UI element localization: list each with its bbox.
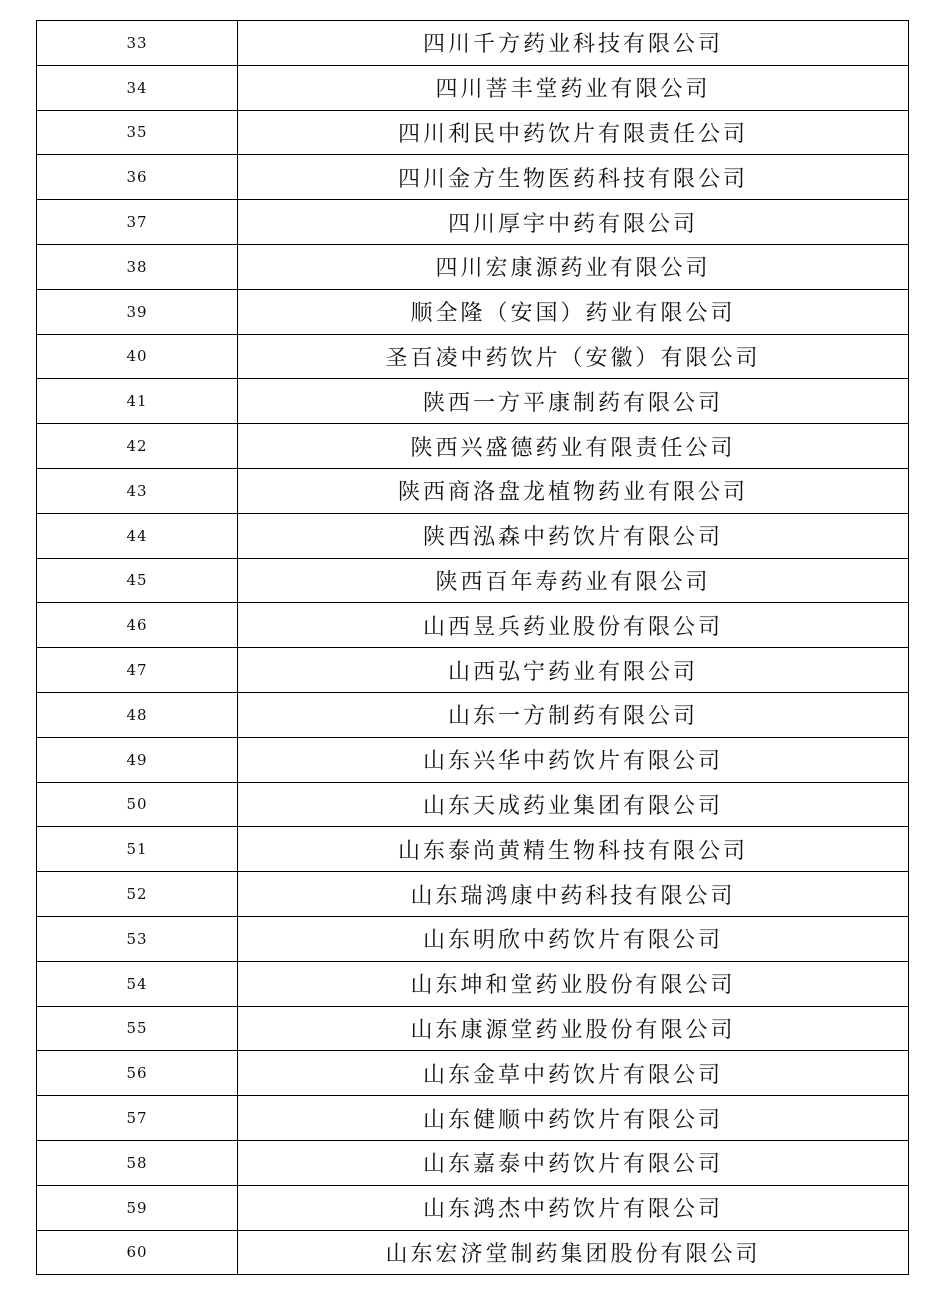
- row-number: 49: [37, 737, 238, 782]
- table-row: [37, 692, 909, 737]
- table-row: [37, 468, 909, 513]
- row-number: 36: [37, 155, 238, 200]
- row-number: 39: [37, 289, 238, 334]
- row-number: 33: [37, 21, 238, 66]
- table-row: [37, 1185, 909, 1230]
- table-row: [37, 65, 909, 110]
- row-number: 52: [37, 872, 238, 917]
- table-row: [37, 1006, 909, 1051]
- company-name: 山东一方制药有限公司: [238, 692, 909, 737]
- row-number: 42: [37, 424, 238, 469]
- company-name: 四川千方药业科技有限公司: [238, 21, 909, 66]
- row-number: 55: [37, 1006, 238, 1051]
- company-name: 山东宏济堂制药集团股份有限公司: [238, 1230, 909, 1275]
- company-name: 圣百凌中药饮片（安徽）有限公司: [238, 334, 909, 379]
- table-row: [37, 1096, 909, 1141]
- company-name: 山东金草中药饮片有限公司: [238, 1051, 909, 1096]
- table-row: [37, 827, 909, 872]
- table-row: [37, 961, 909, 1006]
- table-row: [37, 782, 909, 827]
- table-row: [37, 737, 909, 782]
- company-name: 顺全隆（安国）药业有限公司: [238, 289, 909, 334]
- company-name: 陕西兴盛德药业有限责任公司: [238, 424, 909, 469]
- table-row: [37, 513, 909, 558]
- row-number: 43: [37, 468, 238, 513]
- row-number: 44: [37, 513, 238, 558]
- company-name: 山东坤和堂药业股份有限公司: [238, 961, 909, 1006]
- table-row: [37, 200, 909, 245]
- table-row: [37, 289, 909, 334]
- row-number: 40: [37, 334, 238, 379]
- row-number: 37: [37, 200, 238, 245]
- row-number: 45: [37, 558, 238, 603]
- table-row: [37, 244, 909, 289]
- table-row: [37, 872, 909, 917]
- table-row: [37, 424, 909, 469]
- table-row: [37, 334, 909, 379]
- row-number: 47: [37, 648, 238, 693]
- row-number: 48: [37, 692, 238, 737]
- table-row: [37, 1230, 909, 1275]
- table-row: [37, 21, 909, 66]
- row-number: 46: [37, 603, 238, 648]
- row-number: 54: [37, 961, 238, 1006]
- company-name: 四川宏康源药业有限公司: [238, 244, 909, 289]
- table-row: [37, 1140, 909, 1185]
- row-number: 34: [37, 65, 238, 110]
- row-number: 58: [37, 1140, 238, 1185]
- row-number: 57: [37, 1096, 238, 1141]
- table-row: [37, 110, 909, 155]
- company-name: 山东兴华中药饮片有限公司: [238, 737, 909, 782]
- company-name: 山东嘉泰中药饮片有限公司: [238, 1140, 909, 1185]
- table-row: [37, 155, 909, 200]
- company-name: 山东泰尚黄精生物科技有限公司: [238, 827, 909, 872]
- row-number: 41: [37, 379, 238, 424]
- row-number: 38: [37, 244, 238, 289]
- table-row: [37, 1051, 909, 1096]
- company-name: 山东天成药业集团有限公司: [238, 782, 909, 827]
- row-number: 50: [37, 782, 238, 827]
- company-name: 陕西商洛盘龙植物药业有限公司: [238, 468, 909, 513]
- row-number: 51: [37, 827, 238, 872]
- table-row: [37, 558, 909, 603]
- table-body: [37, 21, 909, 1275]
- row-number: 35: [37, 110, 238, 155]
- company-name: 山东鸿杰中药饮片有限公司: [238, 1185, 909, 1230]
- company-name: 四川菩丰堂药业有限公司: [238, 65, 909, 110]
- table-row: [37, 916, 909, 961]
- company-name: 陕西一方平康制药有限公司: [238, 379, 909, 424]
- company-name: 四川金方生物医药科技有限公司: [238, 155, 909, 200]
- company-name: 四川厚宇中药有限公司: [238, 200, 909, 245]
- table-row: [37, 379, 909, 424]
- table-row: [37, 603, 909, 648]
- table-row: [37, 648, 909, 693]
- company-name: 陕西泓森中药饮片有限公司: [238, 513, 909, 558]
- row-number: 59: [37, 1185, 238, 1230]
- company-name: 山东明欣中药饮片有限公司: [238, 916, 909, 961]
- company-name: 四川利民中药饮片有限责任公司: [238, 110, 909, 155]
- company-name: 山西昱兵药业股份有限公司: [238, 603, 909, 648]
- company-name: 山西弘宁药业有限公司: [238, 648, 909, 693]
- row-number: 56: [37, 1051, 238, 1096]
- company-name: 山东健顺中药饮片有限公司: [238, 1096, 909, 1141]
- company-list-table: [36, 20, 909, 1275]
- company-name: 陕西百年寿药业有限公司: [238, 558, 909, 603]
- row-number: 53: [37, 916, 238, 961]
- company-name: 山东康源堂药业股份有限公司: [238, 1006, 909, 1051]
- row-number: 60: [37, 1230, 238, 1275]
- company-name: 山东瑞鸿康中药科技有限公司: [238, 872, 909, 917]
